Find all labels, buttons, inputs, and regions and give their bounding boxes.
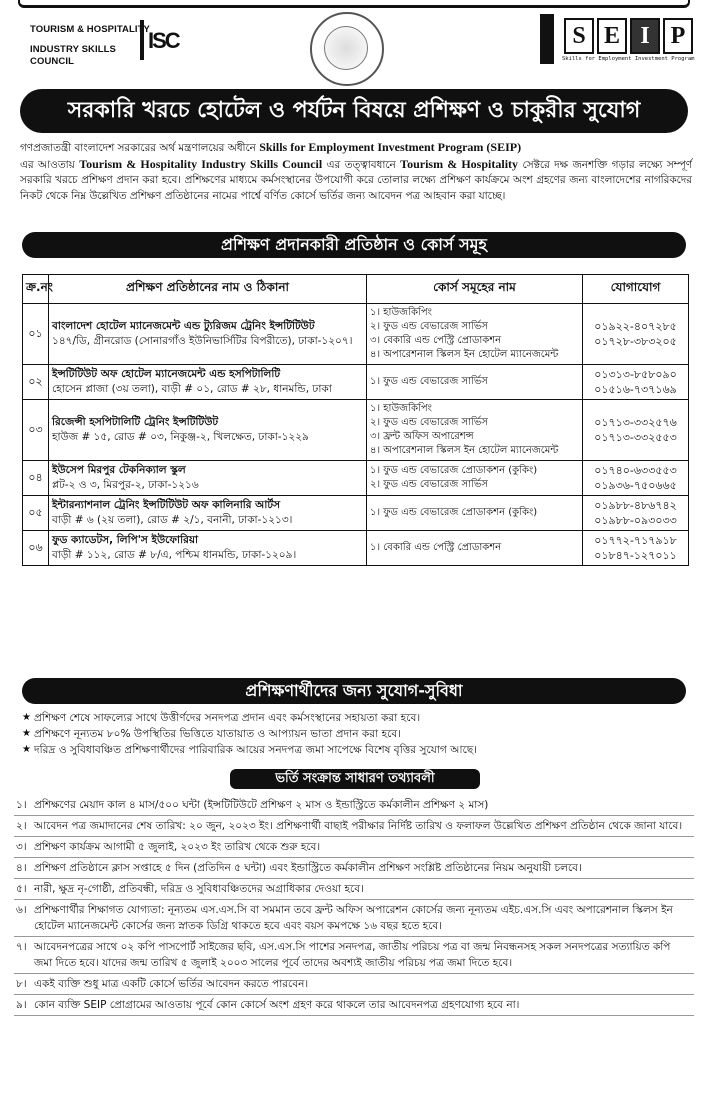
course-item: ১। হাউজকিপিং xyxy=(370,307,432,318)
phone-number: ০১৮৪৭-১২৭০১১ xyxy=(594,549,677,562)
phone-number: ০১৯৮৮-০৯৩০৩৩ xyxy=(594,514,677,527)
info-text: নারী, ক্ষুদ্র নৃ-গোষ্ঠী, প্রতিবন্ধী, দরিদ্র ও সুবিধাবঞ্চিতদের অগ্রাধিকার দেওয়া হবে। xyxy=(34,883,364,895)
institute-cell xyxy=(49,304,367,365)
contact-cell xyxy=(583,496,689,531)
table-header: প্রশিক্ষণ প্রতিষ্ঠানের নাম ও ঠিকানা xyxy=(49,275,367,304)
section-title-institutes: প্রশিক্ষণ প্রদানকারী প্রতিষ্ঠান ও কোর্স সমূহ xyxy=(22,232,686,258)
institute-cell xyxy=(49,496,367,531)
course-item: ২। ফুড এন্ড বেভারেজ সার্ভিস xyxy=(370,417,488,428)
info-item xyxy=(14,858,694,879)
phone-number: ০১৭৭২-৭১৭৯১৮ xyxy=(594,534,677,547)
info-number: ৩। xyxy=(16,841,27,853)
info-item xyxy=(14,937,694,974)
table-row xyxy=(23,531,689,566)
isc-mark-icon: ISC xyxy=(140,20,180,60)
table-header: যোগাযোগ xyxy=(583,275,689,304)
course-item: ৪। অপারেশনাল স্কিলস ইন হোটেল ম্যানেজমেন্ট xyxy=(370,445,559,456)
row-serial: ০৪ xyxy=(23,461,49,496)
row-serial: ০৬ xyxy=(23,531,49,566)
institute-name: রিজেন্সী হসপিটালিটি ট্রেনিং ইন্সটিটিউট xyxy=(52,416,219,428)
contact-cell xyxy=(583,304,689,365)
course-item: ৪। অপারেশনাল স্কিলস ইন হোটেল ম্যানেজমেন্ট xyxy=(370,349,559,360)
info-item xyxy=(14,795,694,816)
seip-subtitle: Skills for Employment Investment Program xyxy=(562,56,695,62)
courses-cell xyxy=(367,365,583,400)
program-name: Skills for Employment Investment Program (SEIP) xyxy=(259,140,522,154)
course-item: ১। বেকারি এন্ড পেস্ট্রি প্রোডাকশন xyxy=(370,542,502,553)
intro-paragraph: গণপ্রজাতন্ত্রী বাংলাদেশ সরকারের অর্থ মন্ত্রণালয়ের অধীনে Skills for Employment Investment Program (SEIP) এর আওতায় Tourism & Hospitality Industry Skills Council এর তত্ত্বাবধানে Tourism & Hospitality সেক্টরে দক্ষ জনশক্তি গড়ার লক্ষ্যে সম্পূর্ণ সরকারি খরচে প্রশিক্ষণ প্রদান করা হবে। প্রশিক্ষণের মাধ্যমে কর্মসংস্থানের উপযোগী করে তোলার লক্ষ্যে প্রশিক্ষণ কার্যক্রমে অংশ গ্রহণের জন্য বাংলাদেশের নাগরিকদের নিকট থেকে নিম্ন উল্লেখিত প্রশিক্ষণ প্রতিষ্ঠানের নামের পার্শ্বে বর্ণিত কোর্সে ভর্তির জন্য আবেদন পত্র আহবান করা যাচ্ছে। xyxy=(20,140,693,202)
info-number: ২। xyxy=(16,820,27,832)
course-item: ২। ফুড এন্ড বেভারেজ সার্ভিস xyxy=(370,321,488,332)
course-item: ৩। ফ্রন্ট অফিস অপারেশন্স xyxy=(370,431,474,442)
section-title-benefits: প্রশিক্ষণার্থীদের জন্য সুযোগ-সুবিধা xyxy=(22,678,686,704)
org-line1: TOURISM & HOSPITALITY xyxy=(30,24,150,35)
info-number: ৮। xyxy=(16,978,27,990)
institute-address: বাড়ী # ১১২, রোড # ৮/এ, পশ্চিম ধানমন্ডি, ঢাকা-১২০৯। xyxy=(52,549,297,561)
contact-cell xyxy=(583,365,689,400)
info-number: ৪। xyxy=(16,862,27,874)
row-serial: ০৫ xyxy=(23,496,49,531)
government-seal-icon xyxy=(310,12,384,86)
phone-number: ০১৭১৩-৩৩২৫৫৩ xyxy=(594,431,677,444)
phone-number: ০১৭২৮-৩৮৩২০৫ xyxy=(594,335,677,348)
benefit-item: ★ প্রশিক্ষণ শেষে সাফল্যের সাথে উত্তীর্ণদের সনদপত্র প্রদান এবং কর্মসংস্থানের সহায়তা করা হবে। xyxy=(22,710,692,726)
info-item xyxy=(14,879,694,900)
institute-name: ইন্সটিটিউট অফ হোটেল ম্যানেজমেন্ট এন্ড হসপিটালিটি xyxy=(52,368,281,380)
courses-cell xyxy=(367,304,583,365)
section-title-admission: ভর্তি সংক্রান্ত সাধারণ তথ্যাবলী xyxy=(230,769,480,789)
institute-cell xyxy=(49,365,367,400)
contact-cell xyxy=(583,400,689,461)
institute-address: হাউজ # ১৫, রোড # ০৩, নিকুঞ্জ-২, খিলক্ষেত, ঢাকা-১২২৯ xyxy=(52,431,309,443)
info-item xyxy=(14,974,694,995)
table-header: কোর্স সমূহের নাম xyxy=(367,275,583,304)
course-item: ৩। বেকারি এন্ড পেস্ট্রি প্রোডাকশন xyxy=(370,335,502,346)
isc-logo xyxy=(30,18,179,74)
info-text: প্রশিক্ষণের মেয়াদ কাল ৪ মাস/৫০০ ঘন্টা (ইন্সটিটিউটে প্রশিক্ষণ ২ মাস ও ইন্ডাস্ট্রিতে কর্মকালীন প্রশিক্ষণ ২ মাস) xyxy=(34,799,489,811)
info-text: একই ব্যক্তি শুধু মাত্র একটি কোর্সে ভর্তির আবেদন করতে পারবেন। xyxy=(34,978,309,990)
org-line2: INDUSTRY SKILLS COUNCIL xyxy=(30,44,116,67)
courses-cell xyxy=(367,496,583,531)
seip-letter: E xyxy=(597,18,627,54)
admission-info-list xyxy=(14,795,694,1016)
benefit-item: ★ দরিদ্র ও সুবিধাবঞ্চিত প্রশিক্ষণার্থীদের পারিবারিক আয়ের সনদপত্র জমা সাপেক্ষে বিশেষ বৃত্তির সুযোগ আছে। xyxy=(22,742,692,758)
phone-number: ০১৯৮৮-৪৮৬৭৪২ xyxy=(594,499,677,512)
seip-letter: S xyxy=(564,18,594,54)
info-number: ৬। xyxy=(16,904,27,916)
main-banner: সরকারি খরচে হোটেল ও পর্যটন বিষয়ে প্রশিক্ষণ ও চাকুরীর সুযোগ xyxy=(20,89,688,133)
table-row xyxy=(23,461,689,496)
sector-name: Tourism & Hospitality xyxy=(400,156,519,171)
benefit-item: ★ প্রশিক্ষণে নূন্যতম ৮০% উপস্থিতির ভিত্তিতে যাতায়াত ও আপ্যায়ন ভাতা প্রদান করা হবে। xyxy=(22,726,692,742)
info-number: ৭। xyxy=(16,941,27,953)
table-row xyxy=(23,496,689,531)
table-row xyxy=(23,365,689,400)
phone-number: ০১৯২২-৪০৭২৮৫ xyxy=(594,320,677,333)
info-text: প্রশিক্ষণ কার্যক্রম আগামী ৫ জুলাই, ২০২৩ ইং তারিখ থেকে শুরু হবে। xyxy=(34,841,321,853)
info-text: আবেদন পত্র জমাদানের শেষ তারিখ: ২০ জুন, ২০২৩ ইং। প্রশিক্ষণার্থী বাছাই পরীক্ষার নির্দিষ্ট তারিখ ও ফলাফল উল্লেখিত প্রশিক্ষণ প্রতিষ্ঠান থেকে জানা যাবে। xyxy=(34,820,683,832)
seip-logo xyxy=(540,14,695,74)
contact-cell xyxy=(583,531,689,566)
info-text: আবেদনপত্রের সাথে ০২ কপি পাসপোর্ট সাইজের ছবি, এস.এস.সি পাশের সনদপত্র, জাতীয় পরিচয় পত্র বা জন্ম নিবন্ধনসহ সকল সনদপত্রের সত্যায়িত কপি জমা দিতে হবে। যাদের জন্ম তারিখ ৫ জুলাই ২০০৩ সালের পূর্বে তাদের অবশ্যই জাতীয় পরিচয় পত্র জমা দিতে হবে। xyxy=(34,941,671,969)
top-border xyxy=(18,0,690,8)
institute-name: ইন্টারন্যাশনাল ট্রেনিং ইন্সটিটিউট অফ কালিনারি আর্টস xyxy=(52,499,281,511)
table-row xyxy=(23,400,689,461)
info-item xyxy=(14,837,694,858)
phone-number: ০১৩১৩-৮৫৮০৯০ xyxy=(594,368,677,381)
courses-cell xyxy=(367,461,583,496)
contact-cell xyxy=(583,461,689,496)
info-text: প্রশিক্ষণ প্রতিষ্ঠানে ক্লাস সপ্তাহে ৫ দিন (প্রতিদিন ৫ ঘন্টা) এবং ইন্ডাস্ট্রিতে কর্মকালীন প্রশিক্ষণ সংশ্লিষ্ট প্রতিষ্ঠানের নিয়ম অনুযায়ী চলবে। xyxy=(34,862,582,874)
institute-cell xyxy=(49,531,367,566)
benefits-list xyxy=(22,710,692,758)
course-item: ২। ফুড এন্ড বেভারেজ সার্ভিস xyxy=(370,479,488,490)
table-header: ক্র.নং xyxy=(23,275,49,304)
course-item: ১। ফুড এন্ড বেভারেজ সার্ভিস xyxy=(370,376,488,387)
info-text: কোন ব্যক্তি SEIP প্রোগ্রামের আওতায় পূর্বে কোন কোর্সে অংশ গ্রহণ করে থাকলে তার আবেদনপত্র গ্রহণযোগ্য হবে না। xyxy=(34,999,520,1011)
row-serial: ০১ xyxy=(23,304,49,365)
info-text: প্রশিক্ষণার্থীর শিক্ষাগত যোগ্যতা: নূন্যতম এস.এস.সি বা সমমান তবে ফ্রন্ট অফিস অপারেশন কোর্সের জন্য নূন্যতম এইচ.এস.সি এবং অপারেশনাল স্কিলস ইন হোটেল ম্যানেজমেন্ট কোর্সের জন্য স্নাতক ডিগ্রি থাকতে হবে এবং বয়স কমপক্ষে ১৬ বছর হতে হবে। xyxy=(34,904,673,932)
row-serial: ০৩ xyxy=(23,400,49,461)
institute-name: বাংলাদেশ হোটেল ম্যানেজমেন্ট এন্ড ট্যুরিজম ট্রেনিং ইন্সটিটিউট xyxy=(52,320,315,332)
institute-cell xyxy=(49,461,367,496)
institute-cell xyxy=(49,400,367,461)
phone-number: ০১৫১৬-৭৩৭১৬৯ xyxy=(594,383,677,396)
course-item: ১। ফুড এন্ড বেভারেজ প্রোডাকশন (কুকিং) xyxy=(370,507,538,518)
info-number: ৫। xyxy=(16,883,27,895)
info-item xyxy=(14,995,694,1016)
info-number: ১। xyxy=(16,799,27,811)
institute-address: প্লট-২ ও ৩, মিরপুর-২, ঢাকা-১২১৬ xyxy=(52,479,199,491)
institute-name: ইউসেপ মিরপুর টেকনিক্যাল স্কুল xyxy=(52,464,186,476)
row-serial: ০২ xyxy=(23,365,49,400)
info-number: ৯। xyxy=(16,999,27,1011)
phone-number: ০১৭১৩-৩৩২৫৭৬ xyxy=(594,416,677,429)
institute-address: বাড়ী # ৬ (২য় তলা), রোড # ২/১, বনানী, ঢাকা-১২১৩। xyxy=(52,514,293,526)
institute-address: ১৪৭/ডি, গ্রীনরোড (সোনারগাঁও ইউনিভার্সিটির বিপরীতে), ঢাকা-১২০৭। xyxy=(52,335,353,347)
seip-letter: I xyxy=(630,18,660,54)
course-item: ১। হাউজকিপিং xyxy=(370,403,432,414)
table-row xyxy=(23,304,689,365)
header xyxy=(0,12,708,88)
courses-cell xyxy=(367,531,583,566)
institute-table xyxy=(22,274,689,566)
phone-number: ০১৯৩৬-৭৫০৬৬৫ xyxy=(594,479,677,492)
info-item xyxy=(14,816,694,837)
phone-number: ০১৭৪০-৬৩৩৫৫৩ xyxy=(594,464,677,477)
institute-name: ফুড ক্যাডেটস, লিপি'স ইউফোরিয়া xyxy=(52,534,199,546)
course-item: ১। ফুড এন্ড বেভারেজ প্রোডাকশন (কুকিং) xyxy=(370,465,538,476)
courses-cell xyxy=(367,400,583,461)
institute-address: হোসেন প্লাজা (৩য় তলা), বাড়ী # ০১, রোড # ২৮, ধানমন্ডি, ঢাকা xyxy=(52,383,332,395)
seip-letter: P xyxy=(663,18,693,54)
council-name: Tourism & Hospitality Industry Skills Council xyxy=(79,156,323,171)
info-item xyxy=(14,900,694,937)
